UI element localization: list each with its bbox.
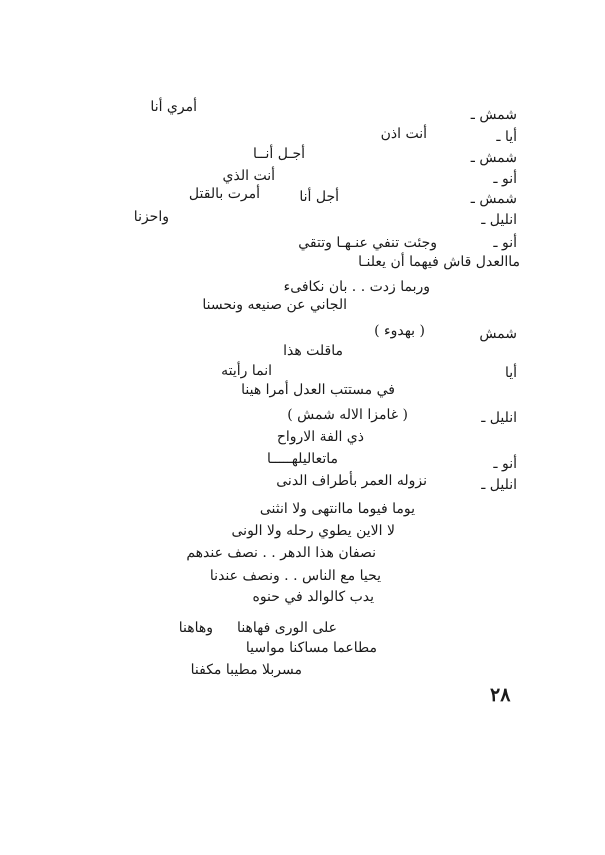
- verse-line: نصفان هذا الدهر . . نصف عندهم: [186, 545, 376, 561]
- verse-line: مطاعما مساكنا مواسيا: [245, 640, 377, 656]
- speaker-label: شمش ـ: [470, 150, 517, 166]
- verse-line: الجاني عن صنيعه ونحسنا: [202, 297, 347, 313]
- verse-line: واحزنا: [133, 209, 169, 225]
- speaker-label: انليل ـ: [481, 477, 517, 493]
- direction-text: ( بهدوء ): [374, 323, 425, 339]
- page-number: ٢٨: [490, 684, 511, 706]
- verse-line: أجل أنا: [299, 189, 339, 205]
- verse-line: يوما فيوما ماانتهى ولا انثنى: [259, 501, 415, 517]
- verse-line: أجـل أنــا: [253, 146, 305, 162]
- verse-line: انما رأيته: [221, 363, 272, 379]
- speaker-label: أنو ـ: [493, 235, 517, 251]
- speaker-label: شمش ـ: [470, 107, 517, 123]
- speaker-label: أيا ـ: [496, 129, 517, 145]
- verse-line: يحيا مع الناس . . ونصف عندنا: [209, 568, 381, 584]
- speaker-label: شمش: [479, 326, 517, 342]
- speaker-label: أنو ـ: [493, 456, 517, 472]
- speaker-label: شمش ـ: [470, 191, 517, 207]
- verse-line: أنت الذي: [222, 168, 275, 184]
- verse-line: أمرت بالقتل: [188, 186, 260, 202]
- verse-line: أنت اذن: [380, 126, 427, 142]
- verse-line: ماقلت هذا: [283, 343, 343, 359]
- speaker-label: أنو ـ: [493, 171, 517, 187]
- speaker-label: انليل ـ: [481, 410, 517, 426]
- verse-line: وربما زدت . . بان نكافىء: [283, 279, 430, 295]
- direction-text: ( غامزا الاله شمش ): [287, 407, 408, 423]
- verse-line: يدب كالوالد في حنوه: [252, 589, 374, 605]
- verse-line: ماالعدل قاش فيهما أن يعلنـا: [358, 254, 520, 270]
- speaker-label: انليل ـ: [481, 212, 517, 228]
- verse-line: وهاهنا: [178, 620, 213, 636]
- verse-line: وجئت تنفي عنـهـا وتتقي: [298, 235, 437, 251]
- verse-line: ماتعاليلهـــــا: [266, 451, 338, 467]
- speaker-label: أيا: [504, 365, 517, 381]
- verse-line: أمري أنا: [150, 99, 197, 115]
- verse-line: لا الاين يطوي رحله ولا الونى: [231, 523, 395, 539]
- verse-line: نزوله العمر بأطراف الدنى: [276, 473, 427, 489]
- verse-line: مسربلا مطيبا مكفنا: [190, 662, 302, 678]
- verse-line: ذي الفة الارواح: [276, 429, 364, 445]
- verse-line: في مستتب العدل أمرا هينا: [241, 382, 395, 398]
- verse-line: على الورى فهاهنا: [237, 620, 337, 636]
